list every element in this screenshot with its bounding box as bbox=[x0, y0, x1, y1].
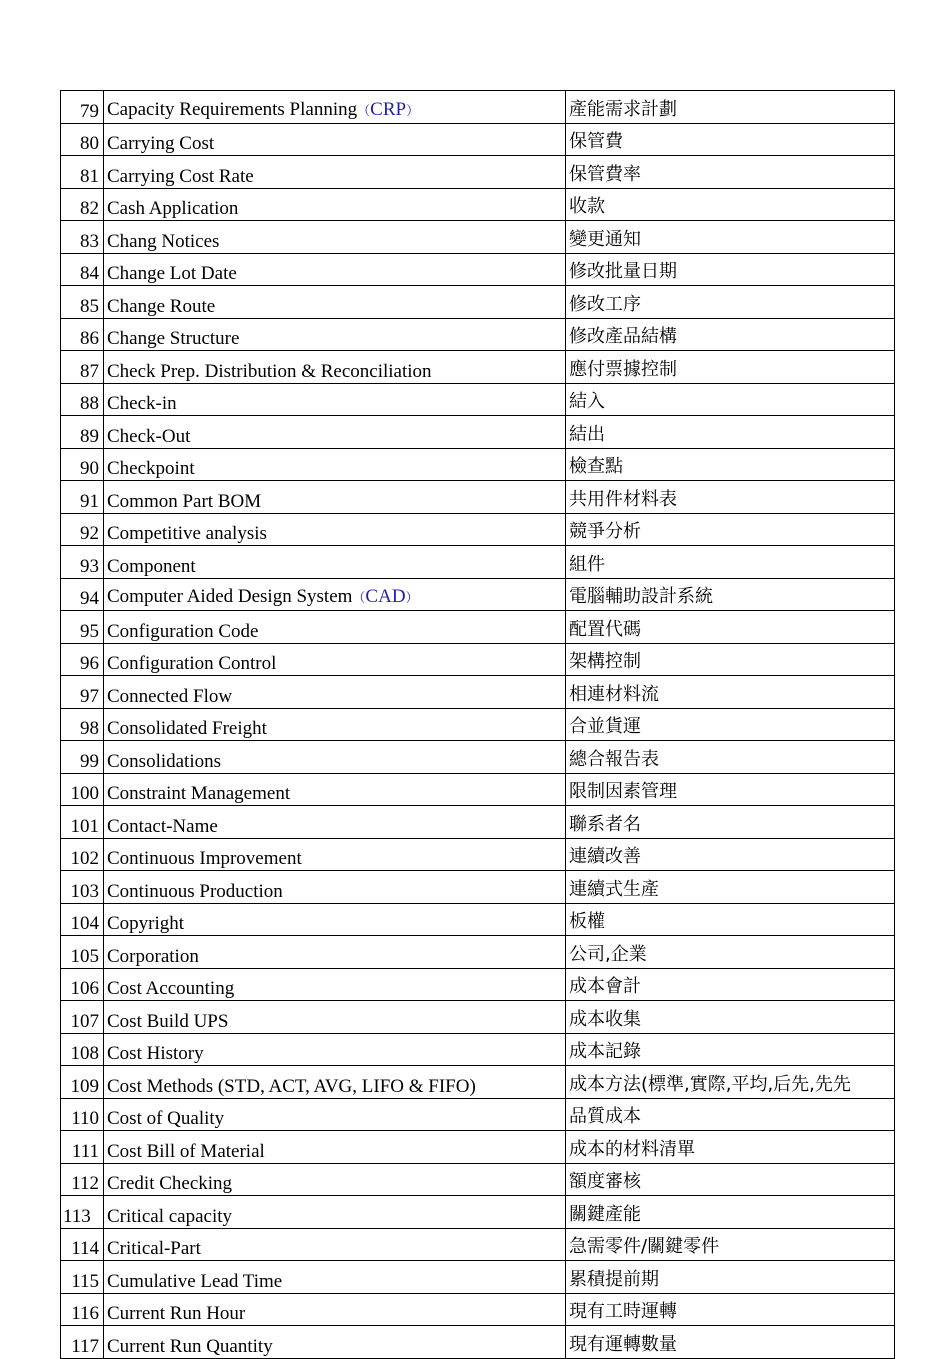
chinese-translation: 修改產品結構 bbox=[566, 318, 895, 351]
table-row bbox=[61, 1261, 895, 1294]
table-row bbox=[61, 318, 895, 351]
chinese-translation: 變更通知 bbox=[566, 221, 895, 254]
chinese-translation: 公司,企業 bbox=[566, 936, 895, 969]
open-paren: （ bbox=[352, 591, 366, 606]
table-row bbox=[61, 351, 895, 384]
row-number: 110 bbox=[61, 1098, 104, 1131]
row-number: 93 bbox=[61, 546, 104, 579]
table-row bbox=[61, 1131, 895, 1164]
table-row bbox=[61, 578, 895, 611]
english-term-text: Component bbox=[107, 555, 196, 577]
chinese-translation: 保管費 bbox=[566, 123, 895, 156]
english-term-text: Current Run Hour bbox=[107, 1303, 246, 1324]
chinese-translation: 競爭分析 bbox=[566, 513, 895, 546]
english-term bbox=[104, 1326, 566, 1359]
chinese-translation: 板權 bbox=[566, 903, 895, 936]
table-row bbox=[61, 481, 895, 514]
english-term-text: Competitive analysis bbox=[107, 523, 267, 544]
chinese-translation: 現有工時運轉 bbox=[566, 1293, 895, 1326]
english-term bbox=[104, 448, 566, 481]
row-number: 112 bbox=[61, 1163, 104, 1196]
english-term-text: Consolidated Freight bbox=[107, 718, 267, 739]
english-term-text: Cost Bill of Material bbox=[107, 1140, 265, 1162]
chinese-translation: 應付票據控制 bbox=[566, 351, 895, 384]
glossary-body bbox=[61, 91, 895, 1359]
table-row bbox=[61, 1098, 895, 1131]
english-term-text: Connected Flow bbox=[107, 685, 233, 707]
table-row bbox=[61, 416, 895, 449]
english-term-text: Copyright bbox=[107, 913, 185, 934]
english-term-text: Configuration Control bbox=[107, 653, 277, 674]
english-term bbox=[104, 1033, 566, 1066]
english-term bbox=[104, 1293, 566, 1326]
english-term bbox=[104, 1001, 566, 1034]
table-row bbox=[61, 123, 895, 156]
english-term-text: Carrying Cost bbox=[107, 133, 215, 154]
english-term-text: Change Structure bbox=[107, 328, 240, 349]
table-row bbox=[61, 741, 895, 774]
english-term-text: Carrying Cost Rate bbox=[107, 165, 254, 187]
row-number: 116 bbox=[61, 1293, 104, 1326]
english-term bbox=[104, 1261, 566, 1294]
english-term bbox=[104, 903, 566, 936]
chinese-translation: 成本的材料清單 bbox=[566, 1131, 895, 1164]
english-term-text: Continuous Production bbox=[107, 880, 283, 902]
table-row bbox=[61, 91, 895, 124]
english-term bbox=[104, 1163, 566, 1196]
table-row bbox=[61, 1228, 895, 1261]
table-row bbox=[61, 806, 895, 839]
chinese-translation: 累積提前期 bbox=[566, 1261, 895, 1294]
chinese-translation: 限制因素管理 bbox=[566, 773, 895, 806]
row-number: 111 bbox=[61, 1131, 104, 1164]
chinese-translation: 收款 bbox=[566, 188, 895, 221]
table-row bbox=[61, 221, 895, 254]
row-number: 79 bbox=[61, 91, 104, 124]
english-term-text: Common Part BOM bbox=[107, 490, 262, 512]
row-number: 84 bbox=[61, 253, 104, 286]
chinese-translation: 合並貨運 bbox=[566, 708, 895, 741]
table-row bbox=[61, 1326, 895, 1359]
chinese-translation: 現有運轉數量 bbox=[566, 1326, 895, 1359]
chinese-translation: 成本記錄 bbox=[566, 1033, 895, 1066]
row-number: 82 bbox=[61, 188, 104, 221]
english-term-text: Cost Methods (STD, ACT, AVG, LIFO & FIFO) bbox=[107, 1075, 476, 1097]
row-number: 107 bbox=[61, 1001, 104, 1034]
english-term-text: Check-in bbox=[107, 393, 177, 414]
english-term bbox=[104, 676, 566, 709]
english-term-text: Cost of Quality bbox=[107, 1108, 225, 1129]
chinese-translation: 連續改善 bbox=[566, 838, 895, 871]
table-row bbox=[61, 1066, 895, 1099]
row-number: 83 bbox=[61, 221, 104, 254]
row-number: 115 bbox=[61, 1261, 104, 1294]
english-term bbox=[104, 286, 566, 319]
row-number: 103 bbox=[61, 871, 104, 904]
row-number: 81 bbox=[61, 156, 104, 189]
english-term-text: Cost History bbox=[107, 1043, 204, 1064]
english-term-text: Cash Application bbox=[107, 198, 239, 219]
chinese-translation: 相連材料流 bbox=[566, 676, 895, 709]
table-row bbox=[61, 513, 895, 546]
english-term bbox=[104, 1066, 566, 1099]
english-term bbox=[104, 708, 566, 741]
english-term bbox=[104, 936, 566, 969]
english-term bbox=[104, 253, 566, 286]
chinese-translation: 共用件材料表 bbox=[566, 481, 895, 514]
english-term-text: Cumulative Lead Time bbox=[107, 1270, 283, 1292]
english-term bbox=[104, 968, 566, 1001]
chinese-translation: 保管費率 bbox=[566, 156, 895, 189]
english-term bbox=[104, 383, 566, 416]
row-number: 95 bbox=[61, 611, 104, 644]
table-row bbox=[61, 968, 895, 1001]
english-term-text: Computer Aided Design System bbox=[107, 586, 353, 607]
english-term-text: Current Run Quantity bbox=[107, 1335, 273, 1357]
chinese-translation: 架構控制 bbox=[566, 643, 895, 676]
english-term bbox=[104, 1228, 566, 1261]
chinese-translation: 結出 bbox=[566, 416, 895, 449]
chinese-translation: 修改批量日期 bbox=[566, 253, 895, 286]
table-row bbox=[61, 156, 895, 189]
english-term-text: Cost Accounting bbox=[107, 978, 235, 999]
english-term bbox=[104, 481, 566, 514]
english-term bbox=[104, 578, 566, 611]
english-term-text: Constraint Management bbox=[107, 783, 291, 804]
english-term-text: Chang Notices bbox=[107, 230, 220, 252]
english-term bbox=[104, 318, 566, 351]
chinese-translation: 成本會計 bbox=[566, 968, 895, 1001]
table-row bbox=[61, 188, 895, 221]
row-number: 109 bbox=[61, 1066, 104, 1099]
chinese-translation: 關鍵產能 bbox=[566, 1196, 895, 1229]
table-row bbox=[61, 253, 895, 286]
table-row bbox=[61, 1196, 895, 1229]
english-term bbox=[104, 773, 566, 806]
glossary-table bbox=[60, 90, 895, 1359]
table-row bbox=[61, 1033, 895, 1066]
english-term-text: Corporation bbox=[107, 945, 199, 967]
table-row bbox=[61, 286, 895, 319]
chinese-translation: 電腦輔助設計系統 bbox=[566, 578, 895, 611]
english-term-text: Critical capacity bbox=[107, 1205, 233, 1227]
english-term bbox=[104, 838, 566, 871]
row-number: 98 bbox=[61, 708, 104, 741]
english-term bbox=[104, 806, 566, 839]
english-term-text: Contact-Name bbox=[107, 815, 218, 837]
chinese-translation: 品質成本 bbox=[566, 1098, 895, 1131]
english-term bbox=[104, 188, 566, 221]
table-row bbox=[61, 936, 895, 969]
table-row bbox=[61, 708, 895, 741]
chinese-translation: 組件 bbox=[566, 546, 895, 579]
english-term-text: Checkpoint bbox=[107, 458, 195, 479]
english-term-text: Check Prep. Distribution & Reconciliation bbox=[107, 360, 432, 382]
row-number: 117 bbox=[61, 1326, 104, 1359]
english-term-text: Credit Checking bbox=[107, 1173, 233, 1194]
close-paren: ） bbox=[405, 591, 419, 606]
table-row bbox=[61, 871, 895, 904]
english-term-text: Continuous Improvement bbox=[107, 848, 302, 869]
row-number: 87 bbox=[61, 351, 104, 384]
table-row bbox=[61, 643, 895, 676]
table-row bbox=[61, 903, 895, 936]
row-number: 99 bbox=[61, 741, 104, 774]
english-term bbox=[104, 156, 566, 189]
close-paren: ） bbox=[406, 103, 420, 119]
table-row bbox=[61, 383, 895, 416]
english-term bbox=[104, 351, 566, 384]
row-number: 89 bbox=[61, 416, 104, 449]
table-row bbox=[61, 611, 895, 644]
english-term-text: Check-Out bbox=[107, 425, 191, 447]
chinese-translation: 產能需求計劃 bbox=[566, 91, 895, 124]
row-number: 105 bbox=[61, 936, 104, 969]
english-term bbox=[104, 1196, 566, 1229]
row-number: 104 bbox=[61, 903, 104, 936]
row-number: 113 bbox=[61, 1196, 104, 1229]
chinese-translation: 修改工序 bbox=[566, 286, 895, 319]
row-number: 86 bbox=[61, 318, 104, 351]
chinese-translation: 急需零件/關鍵零件 bbox=[566, 1228, 895, 1261]
row-number: 101 bbox=[61, 806, 104, 839]
chinese-translation: 結入 bbox=[566, 383, 895, 416]
english-term bbox=[104, 123, 566, 156]
table-row bbox=[61, 1293, 895, 1326]
english-term-text: Consolidations bbox=[107, 750, 222, 772]
row-number: 97 bbox=[61, 676, 104, 709]
english-term-text: Critical-Part bbox=[107, 1238, 201, 1259]
row-number: 100 bbox=[61, 773, 104, 806]
open-paren: （ bbox=[357, 103, 371, 119]
row-number: 106 bbox=[61, 968, 104, 1001]
chinese-translation: 成本方法(標準,實際,平均,后先,先先 bbox=[566, 1066, 895, 1099]
table-row bbox=[61, 1001, 895, 1034]
table-row bbox=[61, 1163, 895, 1196]
chinese-translation: 成本收集 bbox=[566, 1001, 895, 1034]
table-row bbox=[61, 546, 895, 579]
chinese-translation: 額度審核 bbox=[566, 1163, 895, 1196]
english-term bbox=[104, 221, 566, 254]
table-row bbox=[61, 448, 895, 481]
english-term-text: Cost Build UPS bbox=[107, 1010, 229, 1032]
english-term bbox=[104, 741, 566, 774]
english-term-text: Configuration Code bbox=[107, 620, 259, 642]
chinese-translation: 配置代碼 bbox=[566, 611, 895, 644]
english-term bbox=[104, 1131, 566, 1164]
chinese-translation: 連續式生產 bbox=[566, 871, 895, 904]
row-number: 92 bbox=[61, 513, 104, 546]
row-number: 96 bbox=[61, 643, 104, 676]
english-term bbox=[104, 871, 566, 904]
row-number: 94 bbox=[61, 578, 104, 611]
term-abbreviation: CAD bbox=[365, 586, 406, 607]
chinese-translation: 聯系者名 bbox=[566, 806, 895, 839]
row-number: 88 bbox=[61, 383, 104, 416]
row-number: 108 bbox=[61, 1033, 104, 1066]
english-term-text: Change Route bbox=[107, 295, 216, 317]
row-number: 90 bbox=[61, 448, 104, 481]
term-abbreviation: CRP bbox=[370, 98, 407, 120]
chinese-translation: 檢查點 bbox=[566, 448, 895, 481]
table-row bbox=[61, 838, 895, 871]
english-term bbox=[104, 416, 566, 449]
english-term bbox=[104, 1098, 566, 1131]
row-number: 102 bbox=[61, 838, 104, 871]
chinese-translation: 總合報告表 bbox=[566, 741, 895, 774]
row-number: 80 bbox=[61, 123, 104, 156]
row-number: 91 bbox=[61, 481, 104, 514]
table-row bbox=[61, 773, 895, 806]
english-term bbox=[104, 546, 566, 579]
english-term bbox=[104, 513, 566, 546]
english-term-text: Capacity Requirements Planning bbox=[107, 98, 358, 120]
table-row bbox=[61, 676, 895, 709]
row-number: 114 bbox=[61, 1228, 104, 1261]
row-number: 85 bbox=[61, 286, 104, 319]
english-term bbox=[104, 643, 566, 676]
english-term bbox=[104, 611, 566, 644]
english-term-text: Change Lot Date bbox=[107, 263, 237, 284]
english-term bbox=[104, 91, 566, 124]
